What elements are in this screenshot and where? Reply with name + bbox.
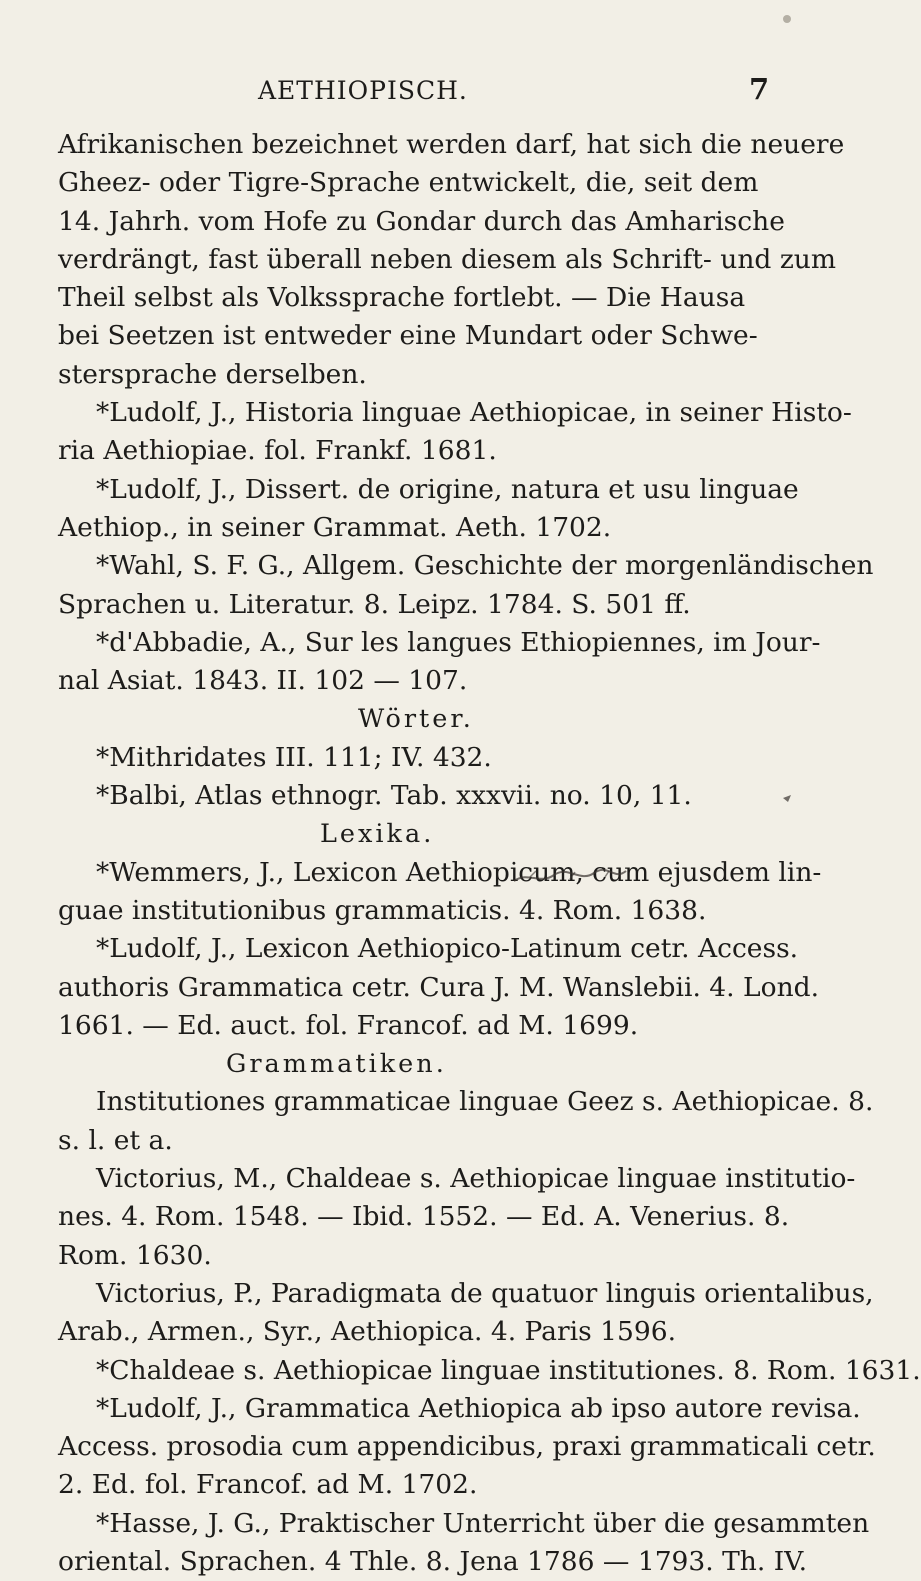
reference-entry: *Wahl, S. F. G., Allgem. Geschichte der morgenländischen	[96, 550, 874, 582]
margin-speck	[782, 793, 792, 803]
reference-continuation: Sprachen u. Literatur. 8. Leipz. 1784. S. 501 ff.	[58, 588, 691, 620]
reference-entry: Victorius, M., Chaldeae s. Aethiopicae linguae institutio-	[96, 1163, 856, 1195]
reference-continuation: ria Aethiopiae. fol. Frankf. 1681.	[58, 435, 497, 467]
margin-speck	[780, 12, 794, 26]
reference-entry: *Ludolf, J., Grammatica Aethiopica ab ipso autore revisa.	[96, 1392, 861, 1424]
text-line: 14. Jahrh. vom Hofe zu Gondar durch das Amharische	[58, 205, 785, 237]
reference-continuation: guae institutionibus grammaticis. 4. Rom. 1638.	[58, 894, 707, 926]
text-line: Gheez- oder Tigre-Sprache entwickelt, die, seit dem	[58, 167, 759, 199]
intro-paragraph	[58, 126, 845, 394]
reference-continuation: Aethiop., in seiner Grammat. Aeth. 1702.	[58, 511, 612, 543]
reference-entry: *d'Abbadie, A., Sur les langues Ethiopiennes, im Jour-	[96, 626, 821, 658]
section-heading-lexika: Lexika.	[320, 819, 435, 850]
reference-entry: *Mithridates III. 111; IV. 432.	[96, 741, 492, 773]
reference-continuation: authoris Grammatica cetr. Cura J. M. Wanslebii. 4. Lond.	[58, 971, 820, 1003]
reference-entry: *Ludolf, J., Historia linguae Aethiopicae, in seiner Histo-	[96, 397, 852, 429]
running-head: AETHIOPISCH.	[258, 76, 468, 105]
reference-continuation: nal Asiat. 1843. II. 102 — 107.	[58, 665, 468, 697]
handwritten-annotation-mark	[510, 863, 630, 889]
reference-continuation: oriental. Sprachen. 4 Thle. 8. Jena 1786 — 1793. Th. IV.	[58, 1545, 808, 1577]
reference-entry: Victorius, P., Paradigmata de quatuor linguis orientalibus,	[96, 1277, 874, 1309]
page-header	[0, 72, 800, 112]
section-heading-woerter: Wörter.	[358, 704, 474, 735]
reference-entry: *Ludolf, J., Dissert. de origine, natura et usu linguae	[96, 473, 799, 505]
reference-continuation: Rom. 1630.	[58, 1239, 212, 1271]
general-references	[58, 394, 874, 700]
reference-continuation: Arab., Armen., Syr., Aethiopica. 4. Paris 1596.	[58, 1316, 677, 1348]
text-line: verdrängt, fast überall neben diesem als Schrift- und zum	[58, 243, 836, 275]
reference-continuation: 2. Ed. fol. Francof. ad M. 1702.	[58, 1469, 478, 1501]
reference-entry: Institutiones grammaticae linguae Geez s. Aethiopicae. 8.	[96, 1086, 874, 1118]
reference-continuation: nes. 4. Rom. 1548. — Ibid. 1552. — Ed. A. Venerius. 8.	[58, 1201, 790, 1233]
page-body	[58, 126, 921, 1581]
reference-entry: *Hasse, J. G., Praktischer Unterricht über die gesammten	[96, 1507, 870, 1539]
text-line: stersprache derselben.	[58, 358, 367, 390]
reference-continuation: s. l. et a.	[58, 1124, 173, 1156]
reference-entry: *Ludolf, J., Lexicon Aethiopico-Latinum cetr. Access.	[96, 933, 799, 965]
text-line: Afrikanischen bezeichnet werden darf, hat sich die neuere	[58, 129, 845, 160]
reference-entry: *Balbi, Atlas ethnogr. Tab. xxxvii. no. 10, 11.	[96, 780, 692, 812]
lexika-references	[58, 854, 822, 1045]
woerter-references	[58, 739, 758, 816]
reference-entry: *Chaldeae s. Aethiopicae linguae institutiones. 8. Rom. 1631.	[96, 1354, 921, 1386]
grammatiken-references	[58, 1083, 921, 1581]
reference-entry: *Wemmers, J., Lexicon Aethiopicum, cum ejusdem lin-	[96, 856, 822, 888]
text-line: bei Seetzen ist entweder eine Mundart oder Schwe-	[58, 320, 758, 352]
text-line: Theil selbst als Volkssprache fortlebt. — Die Hausa	[58, 282, 746, 314]
reference-continuation: 1661. — Ed. auct. fol. Francof. ad M. 1699.	[58, 1009, 639, 1041]
section-heading-grammatiken: Grammatiken.	[226, 1049, 447, 1080]
page-number: 7	[749, 72, 770, 106]
reference-continuation: Access. prosodia cum appendicibus, praxi grammaticali cetr.	[58, 1431, 876, 1463]
